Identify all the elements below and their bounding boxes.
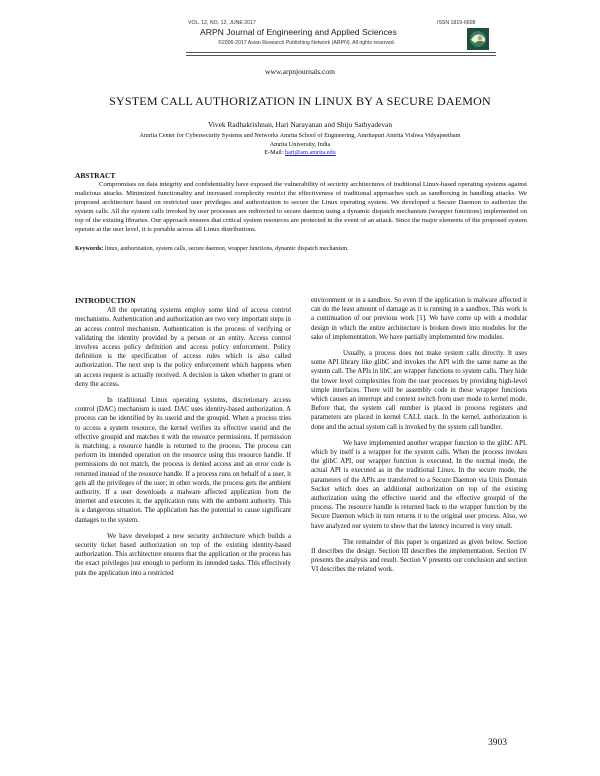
keywords <box>75 246 527 252</box>
abstract-heading: ABSTRACT <box>75 171 116 180</box>
journal-volume-line: VOL. 12, NO. 12, JUNE 2017 <box>188 20 256 26</box>
affiliation-line-1: Amrita Center for Cybersecurity Systems and Networks Amrita School of Engineering, Amritapuri Amrita Vishwa Vidyapeetham <box>139 132 461 139</box>
keywords-label: Keywords: <box>75 246 104 252</box>
right-column <box>311 296 527 582</box>
paragraph: Usually, a process does not make system calls directly. It uses some API library like glibC and invokes the API with the same name as the system call. The APIs in libC are wrapper functions to system calls. They hide the lower level complexities from the user processes by providing high-level simple interfaces. There will be assembly code in these wrapper functions which causes an interrupt and context switch from user mode to kernel mode. Before that, the system call number is placed in process registers and parameters are placed in kernel CALL stack. In the kernel, authorization is done and the actual system call is invoked by the system call handler. <box>311 350 527 431</box>
journal-url: www.arpnjournals.com <box>265 67 335 76</box>
journal-name: ARPN Journal of Engineering and Applied Sciences <box>200 27 397 37</box>
affiliation-line-2: Amrita University, India <box>269 140 331 148</box>
paragraph: The remainder of this paper is organized as given below. Section II describes the design. Section III describes the implementation. Section IV presents the analysis and result. Section V presents our conclusion and section VI describes the related work. <box>311 538 527 574</box>
left-column <box>75 296 291 585</box>
abstract-body <box>75 181 527 234</box>
paragraph: We have developed a new security architecture which builds a security ticket based authorization on top of the existing identity-based authorization. This architecture ensures that the application or the process has the exact privileges just enough to perform its intended tasks. This effectively puts the application into a restricted <box>75 532 291 577</box>
paragraph-continuation: environment or in a sandbox. So even if the application is malware affected it can do the least amount of damage as it is running in a sandbox. This work is a continuation of our previous work [1]. We have come up with a modular design in which the entire architecture is broken down into modules for the sake of implementation. We have partially implemented few modules. <box>311 297 527 341</box>
email-link[interactable]: hari@am.amrita.edu <box>285 149 336 157</box>
page-number: 3903 <box>488 738 507 748</box>
header-rule-bottom <box>186 55 496 56</box>
paragraph: In traditional Linux operating systems, discretionary access control (DAC) mechanism is used. DAC uses identity-based authorization. A process can be identified by its userid and the groupid. When a process tries to access a system resource, the kernel verifies its effective userid and the effective groupid and matches it with the resource permissions. If permission is matching, a resource handle is returned to the process. The process can perform its intended operation on the resource using this resource handle. If permissions do not match, the process is denied access and an error code is returned instead of the resource handle. If a process runs on behalf of a user, it gets all the privileges of the user; in other words, the process gets the ambient authority. If a user downloads a malware affected application from the internet and executes it, the application runs with the ambient authority. This is a dangerous situation. The application has the potential to cause significant damages to the system. <box>75 397 291 524</box>
arpn-logo-icon <box>467 28 489 50</box>
paper-authors: Vivek Radhakrishnan, Hari Narayanan and Shiju Sathyadevan <box>207 120 393 129</box>
keywords-text: linux, authorization, system calls, secure daemon, wrapper functions, dynamic dispatch mechanism. <box>104 246 349 252</box>
paragraph: We have implemented another wrapper function to the glibC API, which by itself is a wrapper for the system calls. When the process invokes the glibC API, our wrapper function is executed. In the normal mode, the actual API is executed as in the traditional Linux. In the secure mode, the parameters of the APIs are transferred to a Secure Daemon via Unix Domain Socket which does an additional authorization on top of the existing authorization using the effective userid and the effective groupid of the process. The resource handle is returned back to the wrapper function by the Secure Daemon which in turn returns it to the original user process. Also, we have analyzed our system to show that the latency incurred is very small. <box>311 439 527 530</box>
email-line <box>0 149 600 158</box>
header-rule-top <box>186 52 496 53</box>
paper-title: SYSTEM CALL AUTHORIZATION IN LINUX BY A SECURE DAEMON <box>109 94 491 108</box>
introduction-heading: INTRODUCTION <box>75 296 136 305</box>
paragraph: All the operating systems employ some kind of access control mechanisms. Authentication and authorization are two very important steps in an access control mechanism. Authentication is the process of verifying or validating the identity provided by a person or an entity. Access control involves access policy definition and access policy enforcement. Policy definition is the specification of access rules which is also called authorization. The next step is the policy enforcement which happens when an access request is actually received. A decision is taken whether to grant or deny the access. <box>75 307 291 388</box>
email-label: E-Mail: <box>264 149 284 157</box>
abstract-text: Compromises on data integrity and confidentiality have exposed the vulnerability of security architectures of traditional Linux-based operating systems against malicious attacks. Minimized functionality and increased complexity restrict the effectiveness of traditional approaches such as sandboxing in handling attacks. We proposed architecture based on restricted user privileges and authorization to secure the Linux operating system. We developed a Secure Daemon to authorize the system calls. All the system calls invoked by user processes are redirected to secure daemon using a dynamic dispatch mechanism (wrapper functions) implemented on top of the existing libraries. Our approach ensures that critical system resources are protected in the event of an attack. Since the major elements of the proposed system operate at the user level, it is portable across all Linux distributions. <box>75 181 527 233</box>
journal-issn: ISSN 1819-6608 <box>437 20 476 26</box>
author-affiliation <box>0 132 600 158</box>
journal-copyright: ©2006-2017 Asian Research Publishing Network (ARPN). All rights reserved. <box>218 40 396 46</box>
